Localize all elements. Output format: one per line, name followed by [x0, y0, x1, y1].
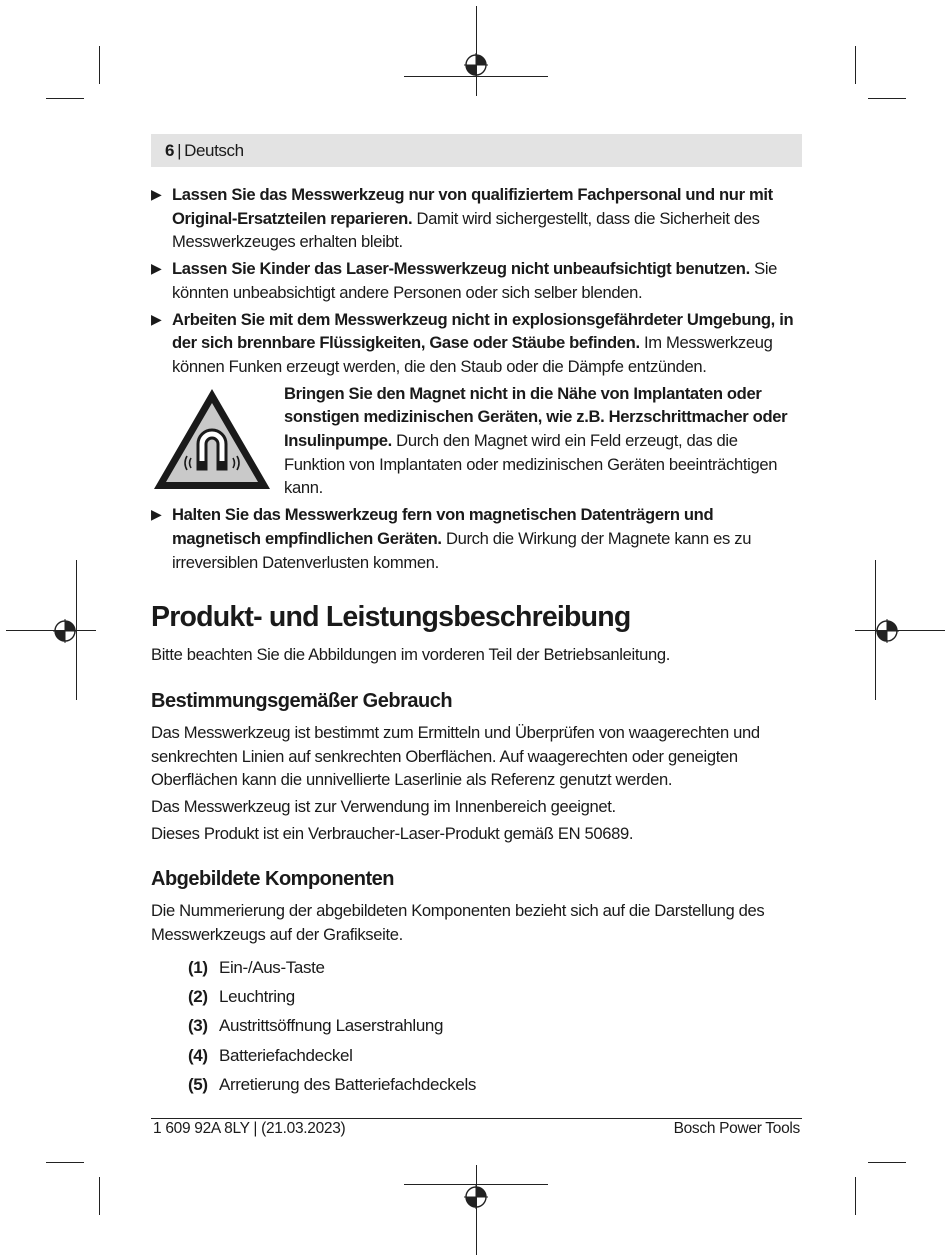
- bullet-arrow-icon: ▶: [151, 186, 162, 202]
- registration-mark-left-icon: [53, 619, 77, 643]
- footer-divider: [151, 1118, 802, 1119]
- safety-item-children: [151, 257, 802, 304]
- page-number: 6: [165, 140, 175, 160]
- safety-item-text: Sie könnten unbeabsichtigt andere Personen oder sich selber blenden.: [172, 259, 778, 302]
- list-item: [188, 1041, 802, 1070]
- component-label: Batteriefachdeckel: [219, 1045, 353, 1065]
- usage-paragraph-3: Dieses Produkt ist ein Verbraucher-Laser-Produkt gemäß EN 50689.: [151, 823, 634, 843]
- magnet-warning-text: Durch den Magnet wird ein Feld erzeugt, das die Funktion von Implantaten oder medizinischen Geräten beeinträchtigen kann.: [284, 431, 778, 498]
- safety-item-text: Im Messwerkzeug können Funken erzeugt werden, die den Staub oder die Dämpfe entzünden.: [172, 333, 773, 376]
- magnet-warning-bold: Bringen Sie den Magnet nicht in die Nähe von Implantaten oder sonstigen medizinischen Geräten, wie z.B. Herzschrittmacher oder Insulinpumpe.: [284, 383, 788, 451]
- footer-doc-ref: 1 609 92A 8LY | (21.03.2023): [153, 1120, 346, 1137]
- safety-item-bold: Lassen Sie Kinder das Laser-Messwerkzeug nicht unbeaufsichtigt benutzen.: [172, 259, 750, 279]
- header-separator: |: [177, 140, 182, 160]
- header-language: Deutsch: [184, 140, 244, 160]
- list-item: [188, 953, 802, 982]
- safety-item-magnetic-media: [151, 503, 802, 574]
- registration-mark-right-icon: [875, 619, 899, 643]
- usage-heading: Bestimmungsgemäßer Gebrauch: [151, 689, 453, 712]
- section-intro: Bitte beachten Sie die Abbildungen im vorderen Teil der Betriebsanleitung.: [151, 645, 670, 665]
- registration-mark-top-icon: [464, 53, 488, 77]
- safety-item-explosive: [151, 308, 802, 379]
- magnet-warning: [151, 382, 802, 501]
- page-content: [151, 183, 802, 1099]
- usage-paragraph-2: Das Messwerkzeug ist zur Verwendung im Innenbereich geeignet.: [151, 797, 616, 817]
- component-number: (5): [188, 1074, 208, 1094]
- page-header: [151, 134, 802, 167]
- component-number: (4): [188, 1045, 208, 1065]
- list-item: [188, 1070, 802, 1099]
- components-intro: Die Nummerierung der abgebildeten Komponenten bezieht sich auf die Darstellung des Messwerkzeugs auf der Grafikseite.: [151, 901, 765, 945]
- component-number: (3): [188, 1016, 208, 1036]
- safety-item-repair: [151, 183, 802, 254]
- bullet-arrow-icon: ▶: [151, 260, 162, 277]
- component-label: Leuchtring: [219, 986, 295, 1006]
- list-item: [188, 982, 802, 1011]
- safety-item-bold: Arbeiten Sie mit dem Messwerkzeug nicht in explosionsgefährdeter Umgebung, in der sich brennbare Flüssigkeiten, Gase oder Stäube befinden.: [172, 309, 794, 353]
- components-list: [188, 953, 802, 1099]
- component-number: (1): [188, 957, 208, 977]
- section-title: Produkt- und Leistungsbeschreibung: [151, 601, 631, 634]
- magnet-warning-icon: [151, 382, 284, 501]
- components-heading: Abgebildete Komponenten: [151, 868, 394, 891]
- component-label: Austrittsöffnung Laserstrahlung: [219, 1016, 444, 1036]
- component-label: Ein-/Aus-Taste: [219, 957, 325, 977]
- list-item: [188, 1011, 802, 1040]
- bullet-arrow-icon: ▶: [151, 506, 162, 523]
- component-label: Arretierung des Batteriefachdeckels: [219, 1074, 477, 1094]
- component-number: (2): [188, 986, 208, 1006]
- safety-item-bold: Lassen Sie das Messwerkzeug nur von qualifiziertem Fachpersonal und nur mit Original-Ersatzteilen reparieren.: [172, 185, 773, 228]
- safety-item-text: Durch die Wirkung der Magnete kann es zu irreversiblen Datenverlusten kommen.: [172, 528, 752, 572]
- safety-item-text: Damit wird sichergestellt, dass die Sicherheit des Messwerkzeuges erhalten bleibt.: [172, 208, 760, 252]
- footer-brand: Bosch Power Tools: [673, 1120, 800, 1137]
- usage-paragraph-1: Das Messwerkzeug ist bestimmt zum Ermitteln und Überprüfen von waagerechten und senkrechten Linien auf senkrechten Oberflächen. Auf waagerechten oder geneigten Oberflächen kann die unnivellierte Laserlinie als Referenz genutzt werden.: [151, 722, 760, 790]
- registration-mark-bottom-icon: [464, 1185, 488, 1209]
- safety-item-bold: Halten Sie das Messwerkzeug fern von magnetischen Datenträgern und magnetisch empfindlichen Geräten.: [172, 505, 714, 548]
- bullet-arrow-icon: ▶: [151, 310, 162, 327]
